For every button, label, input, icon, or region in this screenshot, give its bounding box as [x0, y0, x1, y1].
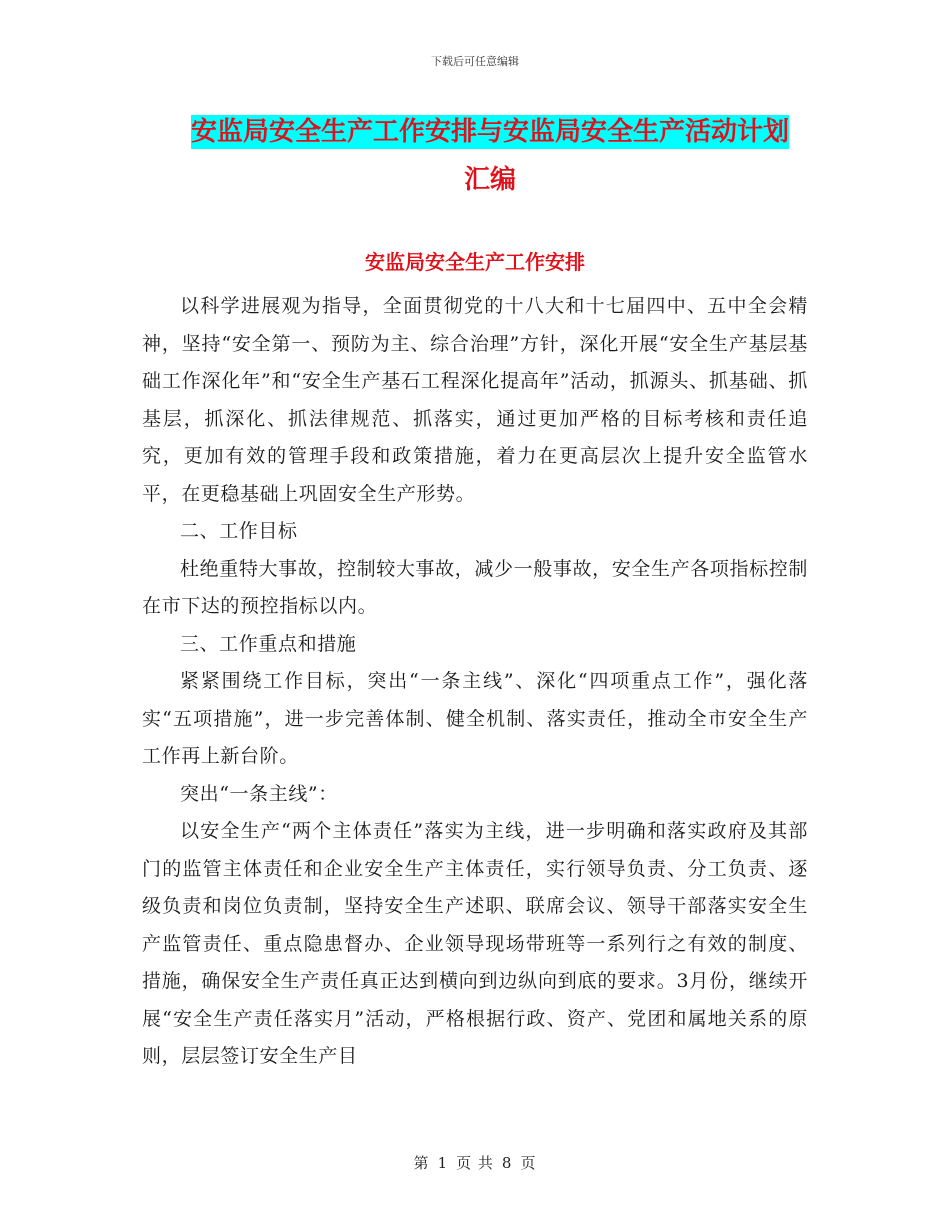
heading-main-line: 突出“一条主线”：: [180, 782, 338, 805]
footer-total-pages: 8: [501, 1154, 513, 1172]
header-note: 下载后可任意编辑: [431, 55, 519, 68]
paragraph-intro: 以科学进展观为指导，全面贯彻党的十八大和十七届四中、五中全会精神，坚持“安全第一、预防为主、综合治理”方针，深化开展“安全生产基层基础工作深化年”和“安全生产基石工程深化提高年”活动，抓源头、抓基础、抓基层，抓深化、抓法律规范、抓落实，通过更加严格的目标考核和责任追究，更加有效的管理手段和政策措施，着力在更高层次上提升安全监管水平，在更稳基础上巩固安全生产形势。: [142, 295, 808, 505]
section-title: 安监局安全生产工作安排: [365, 250, 585, 274]
document-body: [142, 288, 808, 1076]
paragraph-goals: 杜绝重特大事故，控制较大事故，减少一般事故，安全生产各项指标控制在市下达的预控指标以内。: [142, 557, 808, 617]
paragraph-main-line: 以安全生产“两个主体责任”落实为主线，进一步明确和落实政府及其部门的监管主体责任和企业安全生产主体责任，实行领导负责、分工负责、逐级负责和岗位负责制，坚持安全生产述职、联席会议、领导干部落实安全生产监管责任、重点隐患督办、企业领导现场带班等一系列行之有效的制度、措施，确保安全生产责任真正达到横向到边纵向到底的要求。3月份，继续开展“安全生产责任落实月”活动，严格根据行政、资产、党团和属地关系的原则，层层签订安全生产目: [142, 820, 808, 1067]
heading-work-goals: 二、工作目标: [180, 520, 298, 542]
footer-page-number: 1: [437, 1154, 449, 1172]
page-footer: [0, 1152, 950, 1173]
document-title-line-1: 安监局安全生产工作安排与安监局安全生产活动计划: [190, 117, 789, 147]
footer-prefix: 第: [413, 1154, 430, 1172]
footer-suffix: 页: [520, 1154, 537, 1172]
document-title-line-2: 汇编: [463, 165, 516, 195]
heading-key-measures: 三、工作重点和措施: [180, 632, 357, 655]
document-title: [140, 108, 840, 204]
paragraph-measures: 紧紧围绕工作目标，突出“一条主线”、深化“四项重点工作”，强化落实“五项措施”，进一步完善体制、健全机制、落实责任，推动全市安全生产工作再上新台阶。: [142, 670, 808, 767]
footer-mid: 页 共: [456, 1154, 494, 1172]
